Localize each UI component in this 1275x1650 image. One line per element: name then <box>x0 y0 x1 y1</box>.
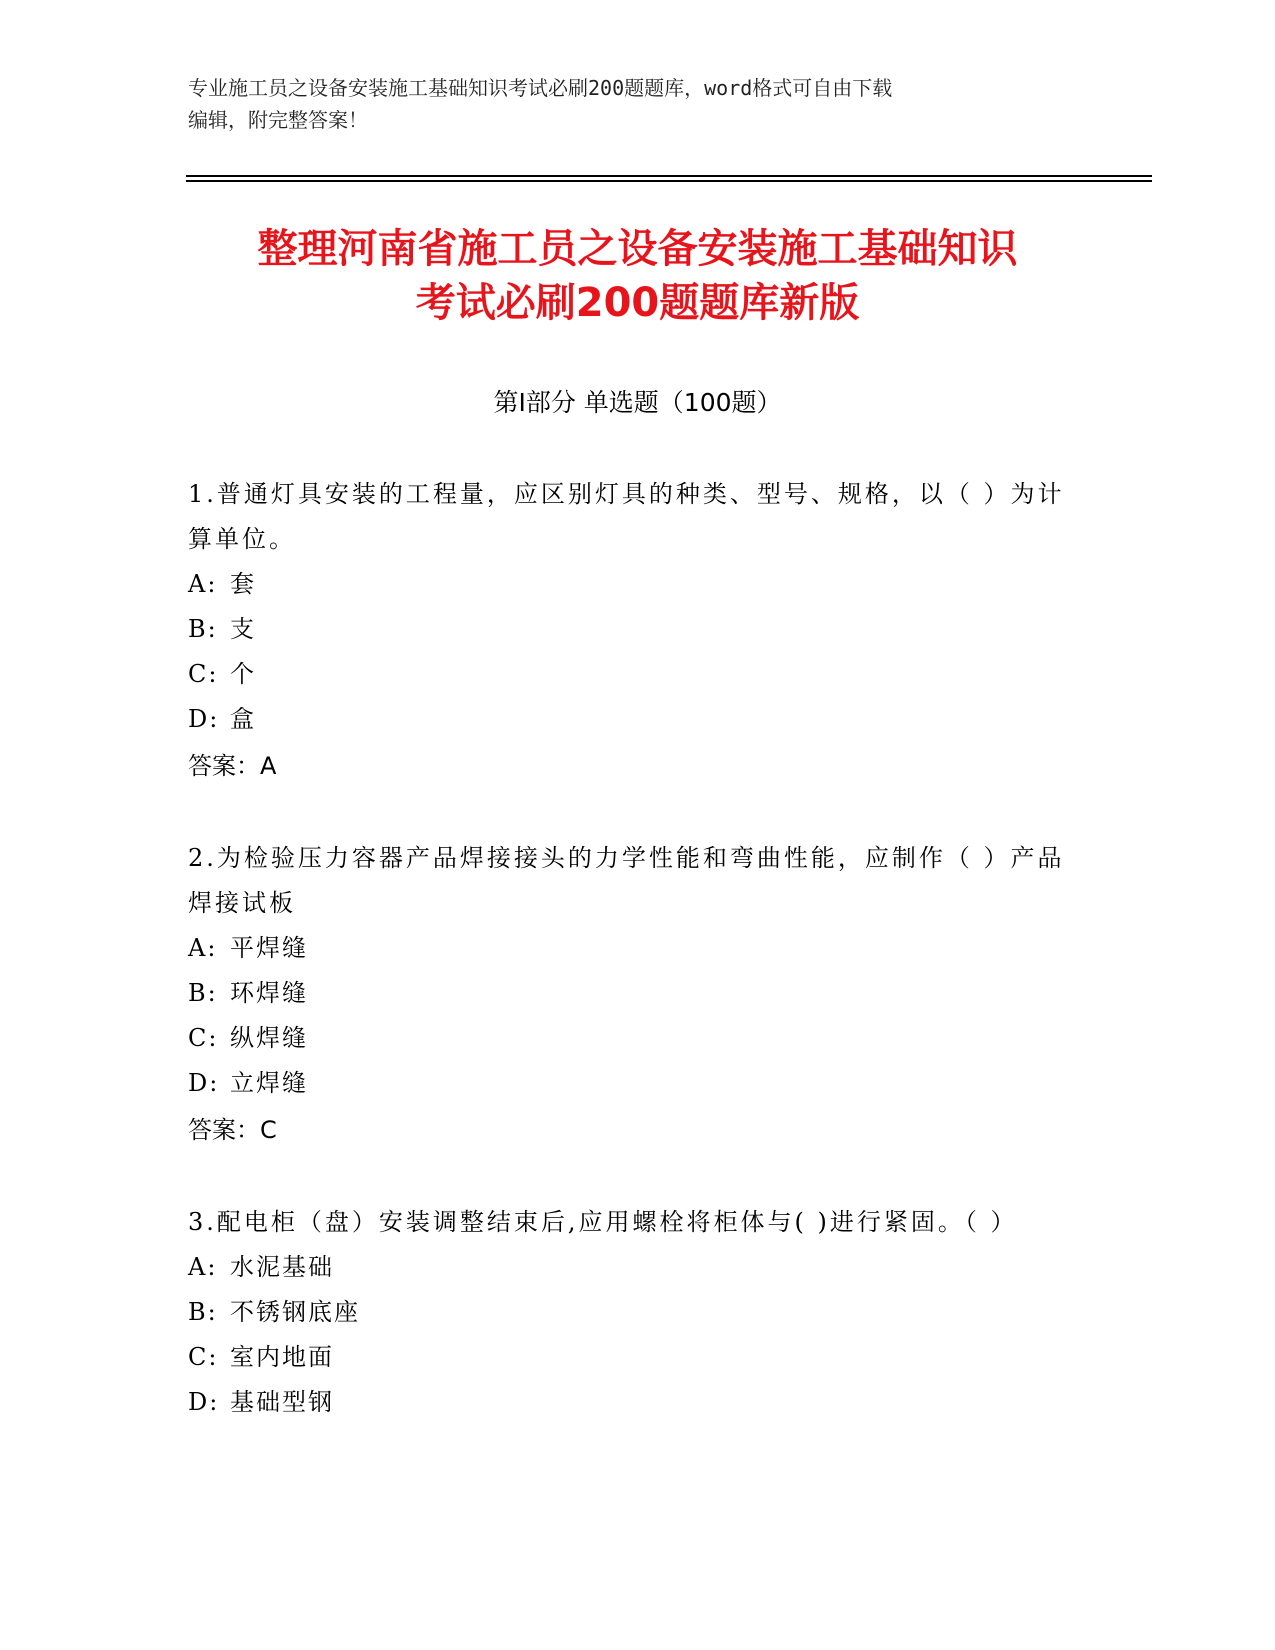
question-3 <box>188 1200 1068 1425</box>
option-a <box>188 1245 1068 1290</box>
option-c <box>188 1335 1068 1380</box>
option-text: 纵焊缝 <box>230 1024 308 1052</box>
header-note-line2: 编辑，附完整答案！ <box>188 108 368 132</box>
option-letter: D: <box>188 1069 220 1097</box>
option-letter: C: <box>188 1024 219 1052</box>
option-c <box>188 652 1068 697</box>
option-c <box>188 1016 1068 1061</box>
option-letter: A: <box>188 570 218 598</box>
question-stem: 2.为检验压力容器产品焊接接头的力学性能和弯曲性能，应制作（ ）产品焊接试板 <box>188 844 1065 917</box>
question-stem: 1.普通灯具安装的工程量，应区别灯具的种类、型号、规格，以（ ）为计算单位。 <box>188 480 1065 553</box>
answer-line: 答案：C <box>188 1116 277 1144</box>
option-d <box>188 1061 1068 1106</box>
question-2 <box>188 836 1068 1153</box>
option-letter: C: <box>188 660 219 688</box>
option-d <box>188 697 1068 742</box>
question-stem: 3.配电柜（盘）安装调整结束后,应用螺栓将柜体与( )进行紧固。（ ） <box>188 1208 1018 1236</box>
option-text: 套 <box>230 570 256 598</box>
document-header-note <box>188 72 1068 136</box>
option-d <box>188 1380 1068 1425</box>
document-title <box>150 222 1125 330</box>
option-letter: B: <box>188 979 218 1007</box>
option-letter: D: <box>188 705 220 733</box>
header-note-line1: 专业施工员之设备安装施工基础知识考试必刷200题题库，word格式可自由下载 <box>188 76 893 100</box>
header-divider-top <box>186 175 1152 177</box>
option-letter: B: <box>188 1298 218 1326</box>
option-b <box>188 607 1068 652</box>
option-letter: A: <box>188 934 218 962</box>
option-text: 不锈钢底座 <box>230 1298 360 1326</box>
option-letter: A: <box>188 1253 218 1281</box>
title-line2: 考试必刷200题题库新版 <box>415 280 860 326</box>
option-text: 支 <box>230 615 256 643</box>
title-line1: 整理河南省施工员之设备安装施工基础知识 <box>257 226 1018 272</box>
section-heading: 第I部分 单选题（100题） <box>493 388 782 417</box>
option-text: 平焊缝 <box>230 934 308 962</box>
option-letter: B: <box>188 615 218 643</box>
header-divider-bottom <box>186 180 1152 182</box>
option-text: 室内地面 <box>230 1343 334 1371</box>
option-text: 水泥基础 <box>230 1253 334 1281</box>
option-a <box>188 562 1068 607</box>
option-letter: D: <box>188 1388 220 1416</box>
option-text: 个 <box>230 660 256 688</box>
option-text: 基础型钢 <box>230 1388 334 1416</box>
option-b <box>188 1290 1068 1335</box>
answer-line: 答案：A <box>188 752 277 780</box>
option-text: 立焊缝 <box>230 1069 308 1097</box>
option-letter: C: <box>188 1343 219 1371</box>
option-a <box>188 926 1068 971</box>
option-b <box>188 971 1068 1016</box>
option-text: 盒 <box>230 705 256 733</box>
question-1 <box>188 472 1068 789</box>
option-text: 环焊缝 <box>230 979 308 1007</box>
